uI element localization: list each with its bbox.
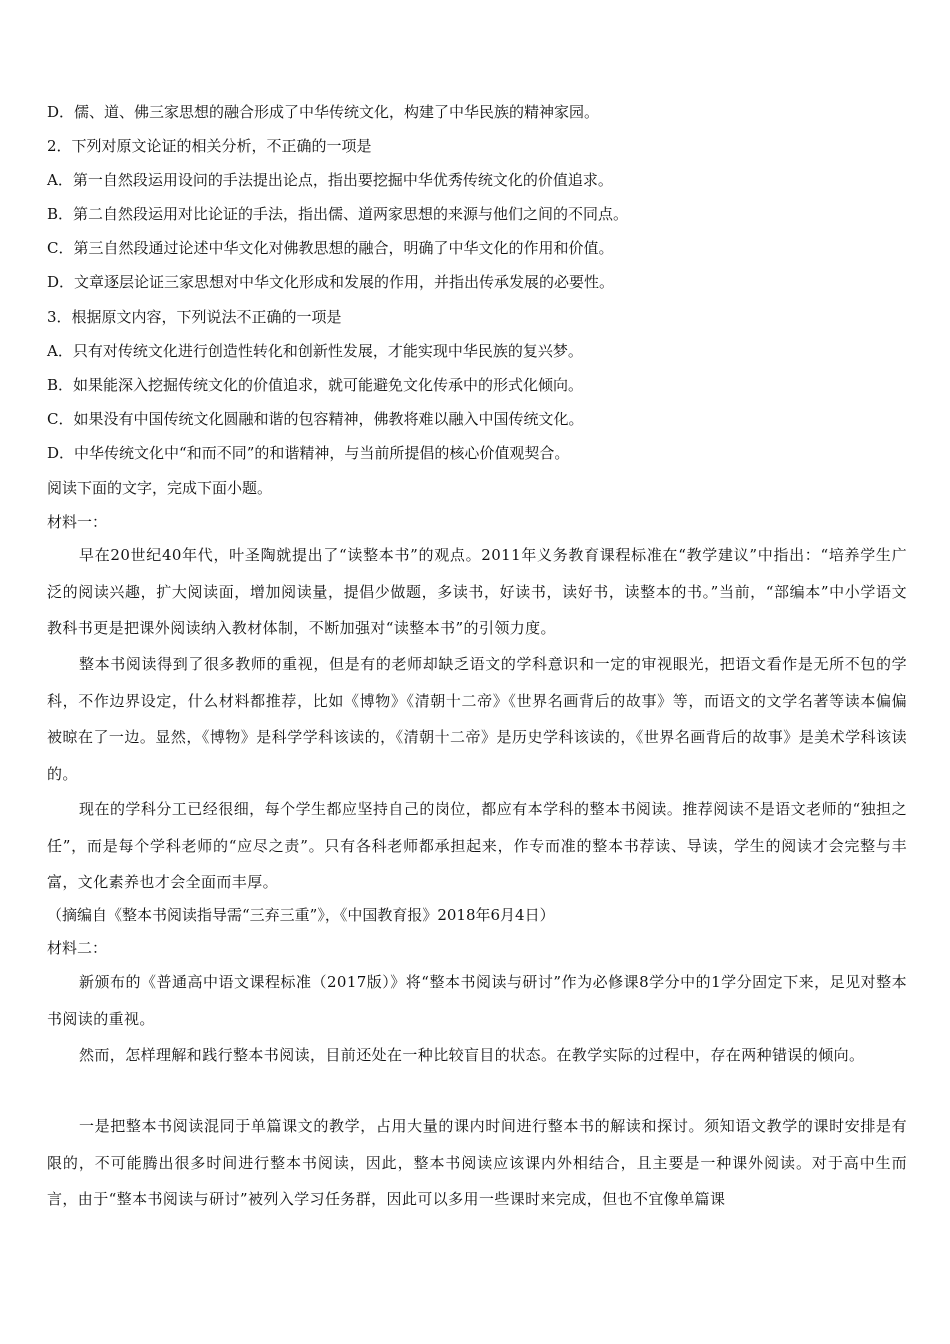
q3-option-b: B．如果能深入挖掘传统文化的价值追求，就可能避免文化传承中的形式化倾向。 (47, 376, 584, 394)
material1-paragraph-1: 早在20世纪40年代，叶圣陶就提出了“读整本书”的观点。2011年义务教育课程标准在“教学建议”中指出：“培养学生广泛的阅读兴趣，扩大阅读面，增加阅读量，提倡少做题，多读书，好读书，读好书，读整本的书。”当前，“部编本”中小学语文教科书更是把课外阅读纳入教材体制，不断加强对“读整本书”的引领力度。 (47, 546, 907, 637)
material2-label: 材料二： (47, 939, 108, 957)
q3-option-a: A．只有对传统文化进行创造性转化和创新性发展，才能实现中华民族的复兴梦。 (47, 342, 583, 360)
material1-paragraph-3: 现在的学科分工已经很细，每个学生都应坚持自己的岗位，都应有本学科的整本书阅读。推荐阅读不是语文老师的“独担之任”，而是每个学科老师的“应尽之责”。只有各科老师都承担起来，作专而准的整本书荐读、导读，学生的阅读才会完整与丰富，文化素养也才会全面而丰厚。 (47, 800, 907, 891)
material1-label: 材料一： (47, 513, 108, 531)
q2-option-c: C．第三自然段通过论述中华文化对佛教思想的融合，明确了中华文化的作用和价值。 (47, 239, 614, 257)
q2-stem: 2．下列对原文论证的相关分析，不正确的一项是 (47, 137, 372, 155)
material2-paragraph-3: 一是把整本书阅读混同于单篇课文的教学，占用大量的课内时间进行整本书的解读和探讨。须知语文教学的课时安排是有限的，不可能腾出很多时间进行整本书阅读，因此，整本书阅读应该课内外相结合，且主要是一种课外阅读。对于高中生而言，由于“整本书阅读与研讨”被列入学习任务群，因此可以多用一些课时来完成，但也不宜像单篇课 (47, 1117, 907, 1208)
q3-stem: 3．根据原文内容，下列说法不正确的一项是 (47, 308, 342, 326)
material2-paragraph-1: 新颁布的《普通高中语文课程标准（2017版）》将“整本书阅读与研讨”作为必修课8学分中的1学分固定下来，足见对整本书阅读的重视。 (47, 973, 907, 1028)
q3-option-c: C．如果没有中国传统文化圆融和谐的包容精神，佛教将难以融入中国传统文化。 (47, 410, 584, 428)
q1-option-d: D．儒、道、佛三家思想的融合形成了中华传统文化，构建了中华民族的精神家园。 (47, 103, 600, 121)
material1-source: （摘编自《整本书阅读指导需“三弃三重”》，《中国教育报》2018年6月4日） (47, 906, 555, 924)
q2-option-d: D．文章逐层论证三家思想对中华文化形成和发展的作用，并指出传承发展的必要性。 (47, 273, 615, 291)
material1-paragraph-2: 整本书阅读得到了很多教师的重视，但是有的老师却缺乏语文的学科意识和一定的审视眼光，把语文看作是无所不包的学科，不作边界设定，什么材料都推荐，比如《博物》《清朝十二帝》《世界名画背后的故事》等，而语文的文学名著等读本偏偏被晾在了一边。显然，《博物》是科学学科该读的，《清朝十二帝》是历史学科该读的，《世界名画背后的故事》是美术学科该读的。 (47, 655, 907, 783)
q3-option-d: D．中华传统文化中“和而不同”的和谐精神，与当前所提倡的核心价值观契合。 (47, 444, 570, 462)
reading-intro: 阅读下面的文字，完成下面小题。 (47, 479, 273, 497)
material2-paragraph-2: 然而，怎样理解和践行整本书阅读，目前还处在一种比较盲目的状态。在教学实际的过程中，存在两种错误的倾向。 (79, 1046, 865, 1064)
q2-option-b: B．第二自然段运用对比论证的手法，指出儒、道两家思想的来源与他们之间的不同点。 (47, 205, 629, 223)
q2-option-a: A．第一自然段运用设问的手法提出论点，指出要挖掘中华优秀传统文化的价值追求。 (47, 171, 613, 189)
